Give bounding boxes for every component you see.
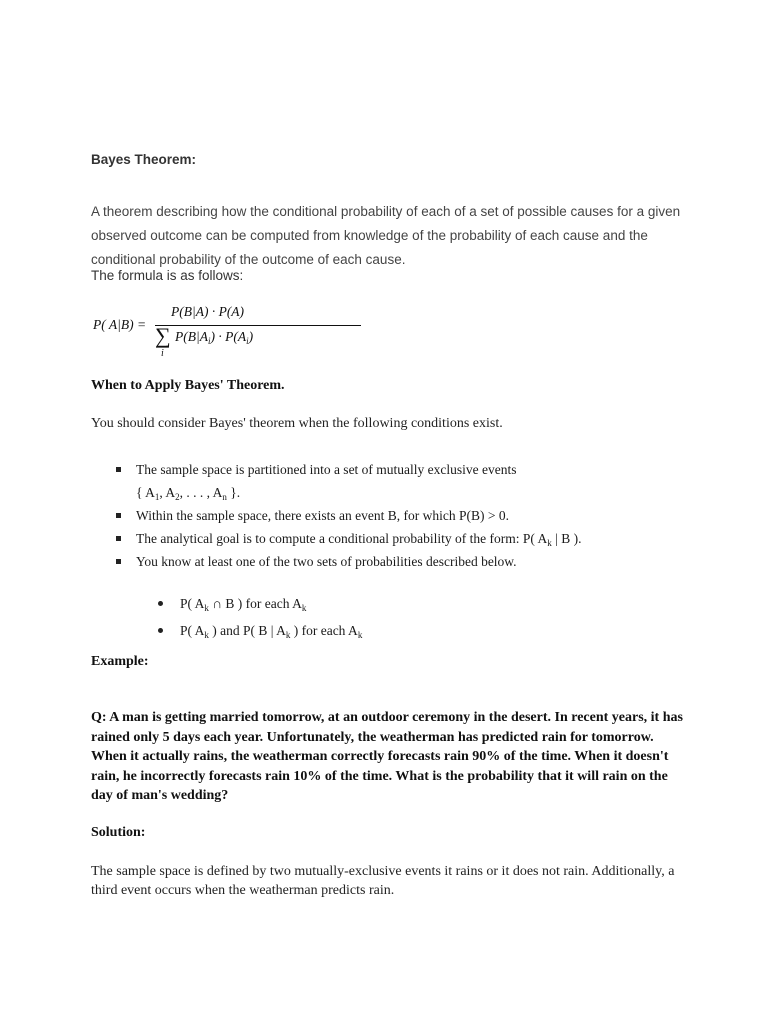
bullet-text: Within the sample space, there exists an event B, for which P(B) > 0.: [136, 508, 509, 523]
bullet-text: The analytical goal is to compute a conditional probability of the form: P( A: [136, 531, 548, 546]
list-item: [110, 458, 710, 481]
denominator-part1: P(B|A: [175, 329, 208, 344]
bullet-text: { A: [136, 485, 155, 500]
sum-symbol: ∑: [155, 323, 171, 348]
list-item: [158, 617, 362, 644]
subscript: n: [222, 492, 227, 502]
consider-paragraph: You should consider Bayes' theorem when the following conditions exist.: [91, 416, 503, 431]
question-paragraph: Q: A man is getting married tomorrow, at an outdoor ceremony in the desert. In recent years, it has rained only 5 days each year. Unfortunately, the weatherman has predicted rain for tomorrow. When it actually rains, the weatherman correctly forecasts rain 90% of the time. When it doesn't rain, he incorrectly forecasts rain 10% of the time. What is the probability that it will rain on the day of man's wedding?: [91, 710, 683, 803]
bullet-text: ) and P( B | A: [208, 623, 286, 638]
square-bullet-icon: [116, 536, 121, 541]
list-item: [110, 550, 710, 573]
subscript: k: [301, 603, 307, 613]
list-item: [110, 527, 710, 550]
square-bullet-icon: [116, 467, 121, 472]
when-heading: When to Apply Bayes' Theorem.: [91, 378, 285, 393]
subscript: k: [204, 603, 209, 613]
conditions-list: [110, 458, 710, 573]
formula-lhs: P( A|B) =: [93, 317, 147, 332]
denominator-sub2: i: [246, 336, 249, 346]
denominator-part2: ) · P(A: [210, 329, 247, 344]
bullet-text: You know at least one of the two sets of probabilities described below.: [136, 554, 517, 569]
probability-sets-list: [158, 590, 362, 644]
list-item: [158, 590, 362, 617]
bullet-text: P( A: [180, 623, 205, 638]
bullet-text: , A: [159, 485, 176, 500]
bullet-text: P( A: [180, 596, 205, 611]
solution-paragraph: The sample space is defined by two mutually-exclusive events it rains or it does not rain. Additionally, a third event occurs when the weatherman predicts rain.: [91, 864, 675, 898]
bullet-text: , . . . , A: [179, 485, 223, 500]
fraction-bar: [155, 325, 361, 326]
subscript: k: [204, 630, 209, 640]
denominator-part3: ): [248, 329, 254, 344]
square-bullet-icon: [116, 513, 121, 518]
bullet-text: ∩ B ) for each A: [208, 596, 302, 611]
sum-index: i: [161, 348, 164, 359]
section-heading-bayes: Bayes Theorem:: [91, 152, 197, 167]
bullet-text: The sample space is partitioned into a set of mutually exclusive events: [136, 462, 517, 477]
round-bullet-icon: [158, 601, 163, 606]
intro-paragraph: A theorem describing how the conditional probability of each of a set of possible causes for a given observed outcome can be computed from knowledge of the probability of each cause and the conditional probability of the outcome of each cause.: [91, 204, 681, 267]
example-heading: Example:: [91, 654, 149, 669]
formula-denominator: [175, 329, 253, 345]
bullet-text: ) for each A: [290, 623, 358, 638]
denominator-sub1: i: [207, 336, 211, 346]
formula-label: The formula is as follows:: [91, 268, 244, 283]
subscript: k: [547, 538, 552, 548]
solution-heading: Solution:: [91, 825, 146, 840]
subscript: 1: [154, 492, 160, 502]
list-item: [110, 504, 710, 527]
round-bullet-icon: [158, 628, 163, 633]
bayes-formula: [93, 303, 293, 361]
list-item-continuation: [110, 481, 710, 504]
subscript: k: [357, 630, 363, 640]
bullet-text: }.: [226, 485, 241, 500]
formula-numerator: P(B|A) · P(A): [171, 304, 245, 319]
square-bullet-icon: [116, 559, 121, 564]
bullet-text: | B ).: [551, 531, 582, 546]
subscript: 2: [175, 492, 180, 502]
subscript: k: [285, 630, 291, 640]
